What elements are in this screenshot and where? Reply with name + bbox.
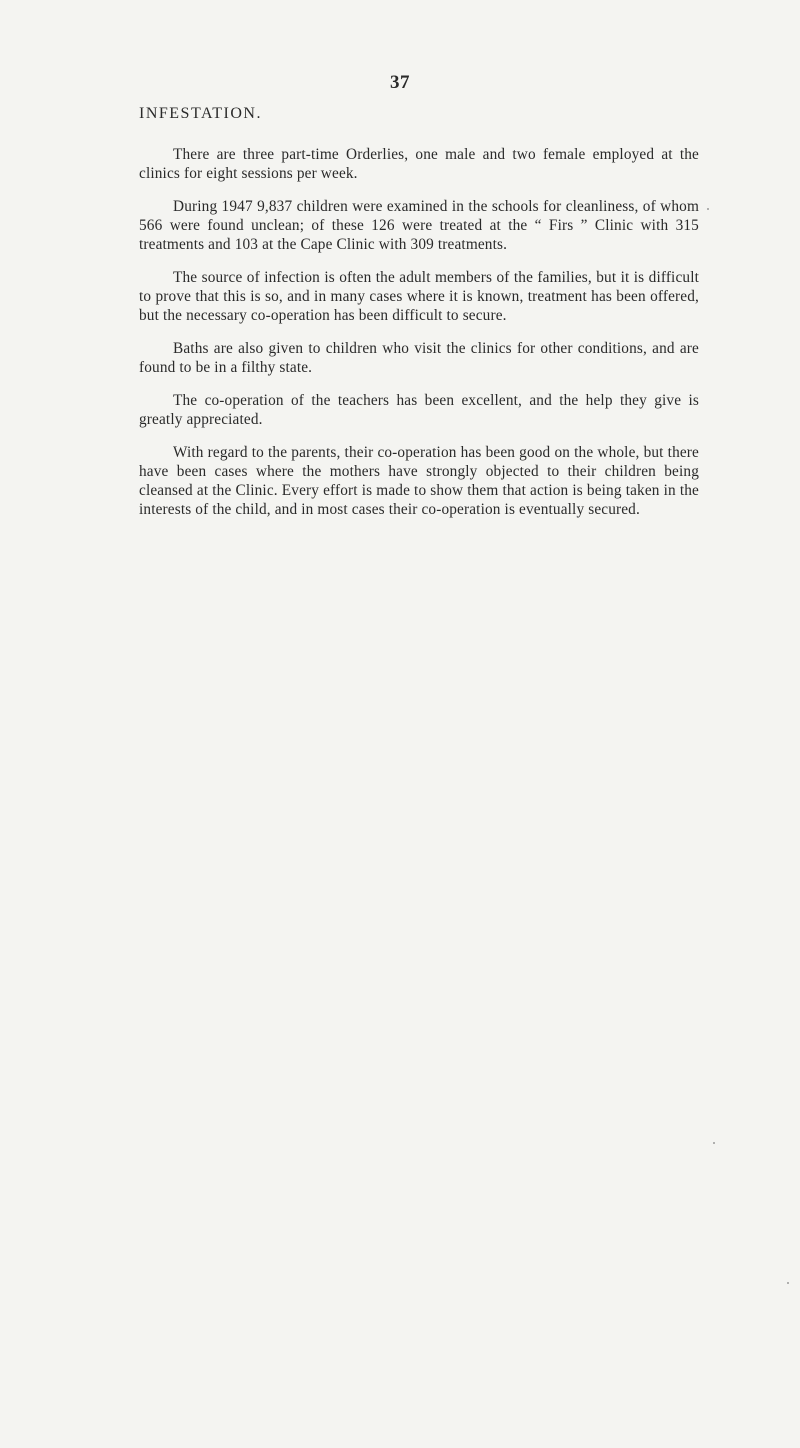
paragraph-teachers: The co-operation of the teachers has been excellent, and the help they give is greatly appreciated. bbox=[139, 392, 699, 428]
paragraph-orderlies: There are three part-time Orderlies, one male and two female employed at the clinics for eight sessions per week. bbox=[139, 146, 699, 182]
scan-speck bbox=[707, 208, 709, 210]
scan-speck bbox=[787, 1282, 789, 1284]
body-text bbox=[139, 145, 699, 533]
scan-speck bbox=[713, 1142, 715, 1144]
paragraph-source-of-infection: The source of infection is often the adult members of the families, but it is difficult to prove that this is so, and in many cases where it is known, treatment has been offered, but the necessary co-operation has been difficult to secure. bbox=[139, 269, 699, 324]
paragraph-parents: With regard to the parents, their co-operation has been good on the whole, but there have been cases where the mothers have strongly objected to their children being cleansed at the Clinic. Every effort is made to show them that action is being taken in the interests of the child, and in most cases their co-operation is eventually secured. bbox=[139, 444, 699, 518]
paragraph-baths: Baths are also given to children who visit the clinics for other conditions, and are found to be in a filthy state. bbox=[139, 340, 699, 376]
section-heading: INFESTATION. bbox=[139, 105, 262, 122]
page-number: 37 bbox=[390, 72, 410, 93]
paragraph-examinations: During 1947 9,837 children were examined in the schools for cleanliness, of whom 566 were found unclean; of these 126 were treated at the “ Firs ” Clinic with 315 treatments and 103 at the Cape Clinic with 309 treatments. bbox=[139, 198, 699, 253]
